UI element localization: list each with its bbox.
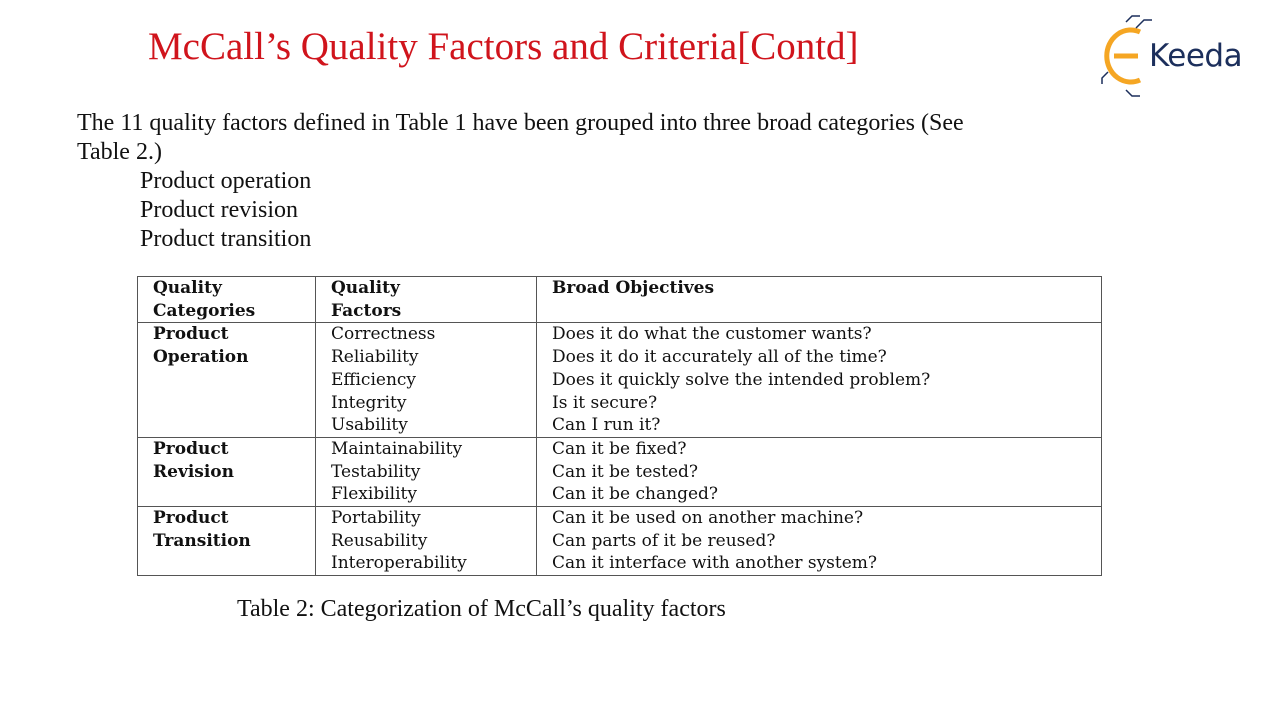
table-caption: Table 2: Categorization of McCall’s quality factors bbox=[237, 596, 726, 622]
group-product-operation bbox=[138, 323, 1102, 438]
table-row bbox=[138, 323, 1102, 438]
header-quality-factors: Quality Factors bbox=[316, 277, 537, 323]
factor-cell: Correctness Reliability Efficiency Integrity Usability bbox=[316, 323, 537, 438]
category-item: Product revision bbox=[140, 197, 298, 223]
header-broad-objectives: Broad Objectives bbox=[537, 277, 1102, 323]
slide-title: McCall’s Quality Factors and Criteria[Contd] bbox=[148, 25, 859, 68]
category-list bbox=[77, 167, 1057, 254]
table-row bbox=[138, 507, 1102, 576]
category-item: Product transition bbox=[140, 226, 312, 252]
factor-cell: Portability Reusability Interoperability bbox=[316, 507, 537, 576]
factor-cell: Maintainability Testability Flexibility bbox=[316, 437, 537, 506]
table-header-row bbox=[138, 277, 1102, 323]
logo-text: Keeda bbox=[1149, 38, 1243, 74]
intro-section bbox=[77, 109, 1057, 254]
category-cell: Product Operation bbox=[153, 324, 249, 368]
intro-paragraph: The 11 quality factors defined in Table 1 have been grouped into three broad categories (See Table 2.) bbox=[77, 110, 964, 165]
category-item: Product operation bbox=[140, 168, 312, 194]
category-cell: Product Revision bbox=[153, 438, 235, 482]
group-product-revision bbox=[138, 437, 1102, 506]
group-product-transition bbox=[138, 507, 1102, 576]
quality-factors-table bbox=[137, 276, 1102, 576]
ekeeda-logo bbox=[1100, 14, 1260, 98]
objective-cell: Does it do what the customer wants? Does it do it accurately all of the time? Does it quickly solve the intended problem? Is it secure? Can I run it? bbox=[537, 323, 1102, 438]
objective-cell: Can it be used on another machine? Can parts of it be reused? Can it interface with another system? bbox=[537, 507, 1102, 576]
header-quality-categories: Quality Categories bbox=[153, 278, 256, 321]
objective-cell: Can it be fixed? Can it be tested? Can it be changed? bbox=[537, 437, 1102, 506]
category-cell: Product Transition bbox=[153, 508, 251, 551]
table-row bbox=[138, 437, 1102, 506]
